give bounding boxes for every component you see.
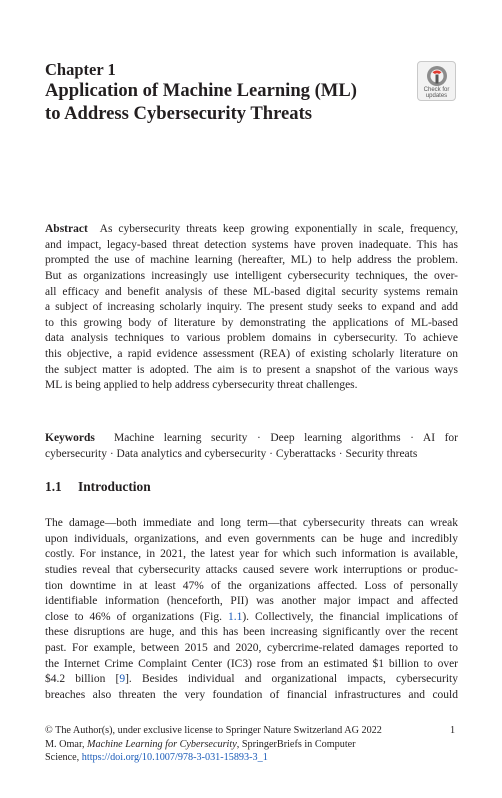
intro-line: these disruptions are huge, and this has been increasing significantly over the recent (45, 626, 458, 639)
intro-line-text: ). Collectively, the financial implications of (242, 610, 458, 623)
intro-line: tion downtime in at least 47% of the organizations affected. Loss of personally (45, 579, 458, 592)
citation-reference-link[interactable]: 9 (119, 673, 126, 686)
intro-line: studies reveal that cybersecurity attacks caused severe work interruptions or produc- (45, 563, 458, 576)
citation-series-name: Science, (45, 752, 80, 764)
abstract-line: the subject matter is adopted. The aim is to present a snapshot of the various ways (45, 363, 458, 376)
intro-line: The damage—both immediate and long term—that cybersecurity threats can wreak (45, 517, 458, 529)
abstract-heading: Abstract (45, 223, 88, 235)
doi-link[interactable]: https://doi.org/10.1007/978-3-031-15893-3_1 (81, 752, 268, 764)
intro-line: past. For example, between 2015 and 2020, cybercrime-related damages reported to (45, 642, 458, 655)
check-for-updates-label-line: updates (425, 93, 448, 99)
chapter-title-line: to Address Cybersecurity Threats (45, 102, 313, 124)
copyright-notice: © The Author(s), under exclusive license to Springer Nature Switzerland AG 2022 (45, 725, 382, 736)
abstract-line-text: As cybersecurity threats keep growing exponentially in scale, frequency, (99, 223, 458, 235)
keywords-line: cybersecurity · Data analytics and cybersecurity · Cyberattacks · Security threats (45, 447, 418, 460)
page-number: 1 (450, 725, 456, 736)
intro-line (45, 672, 458, 688)
section-title: Introduction (78, 479, 151, 494)
abstract-line: to this growing body of literature by demonstrating the applications of ML-based (45, 316, 458, 329)
chapter-label: Chapter 1 (45, 60, 116, 79)
intro-line: the Internet Crime Complaint Center (IC3) rose from an estimated $1 billion to over (45, 657, 458, 670)
section-number: 1.1 (45, 479, 62, 494)
section-heading (45, 479, 151, 495)
intro-line: costly. For instance, in 2021, the latest year for which such information is available, (45, 548, 458, 561)
introduction-paragraph (45, 516, 458, 704)
intro-line-text: close to 46% of organizations (Fig. (45, 610, 228, 623)
abstract (45, 222, 458, 394)
footer (45, 724, 458, 765)
check-for-updates-badge[interactable] (417, 61, 456, 101)
doi-line (45, 751, 458, 765)
abstract-line: a subject of increasing scholarly inquiry. The present study seeks to expand and add (45, 301, 458, 314)
abstract-line (45, 222, 458, 238)
keywords-line-text: Machine learning security · Deep learning algorithms · AI for (113, 432, 459, 444)
check-for-updates-label (418, 87, 455, 99)
abstract-line: and impact, legacy-based threat detection systems have proven inadequate. This has (45, 238, 458, 251)
intro-line: breaches also threaten the very foundation of financial infrastructures and could (45, 689, 458, 702)
intro-line (45, 610, 458, 626)
intro-line: identifiable information (henceforth, PII) was another major impact and affected (45, 595, 458, 608)
citation-line (45, 738, 458, 752)
abstract-line: data analysis techniques to various problem domains in cybersecurity. To achieve (45, 332, 458, 345)
intro-line: upon individuals, organizations, and even governments can be huge and incredibly (45, 532, 458, 545)
check-for-updates-label-line: Check for (423, 87, 450, 93)
abstract-line: ML is being applied to help address cybersecurity threat challenges. (45, 379, 358, 392)
abstract-line: prompted the use of machine learning (hereafter, ML) to help address the problem. (45, 254, 458, 267)
citation-author: M. Omar, (45, 738, 85, 750)
intro-line-text: $4.2 billion [ (45, 673, 120, 686)
keywords-heading: Keywords (45, 432, 95, 444)
chapter-title-line: Application of Machine Learning (ML) (45, 80, 357, 101)
abstract-line: But as organizations increasingly use intelligent cybersecurity techniques, the over- (45, 269, 458, 282)
crossmark-icon (426, 65, 448, 87)
intro-line-text: ]. Besides individual and organizational impacts, cybersecurity (125, 673, 458, 686)
citation-series: , SpringerBriefs in Computer (236, 738, 356, 750)
chapter-title (45, 80, 357, 125)
keywords-line (45, 431, 458, 447)
abstract-line: this objective, a rapid evidence assessment (REA) of existing scholarly literature on (45, 348, 458, 361)
keywords (45, 431, 458, 462)
abstract-line: all efficacy and benefit analysis of these ML-based digital security systems remain (45, 285, 458, 298)
citation-book-title: Machine Learning for Cybersecurity (87, 738, 237, 750)
figure-reference-link[interactable]: 1.1 (227, 610, 243, 623)
